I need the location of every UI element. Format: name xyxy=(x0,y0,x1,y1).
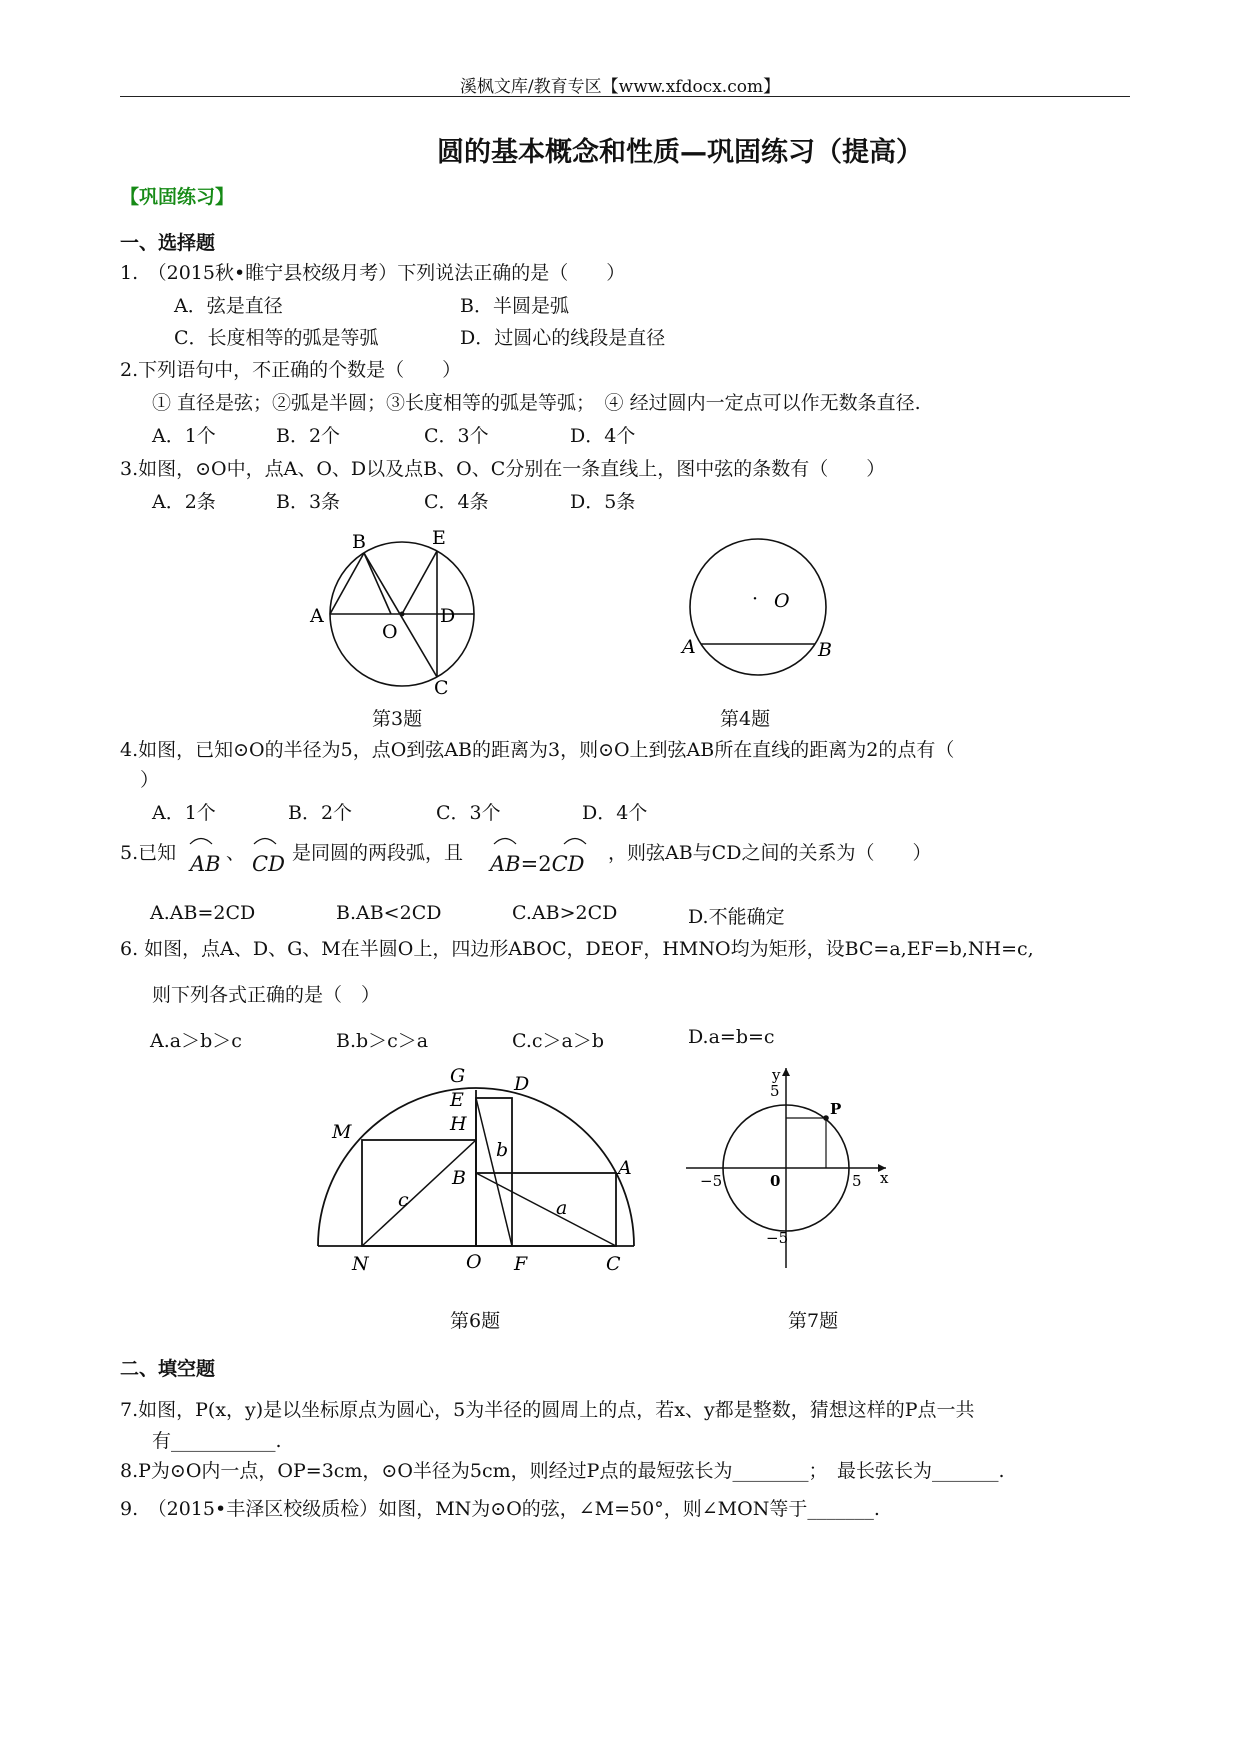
q5-option-a: A.AB=2CD xyxy=(150,902,256,924)
header-divider xyxy=(120,96,1130,97)
fig3-label-a: A xyxy=(310,605,324,627)
fig4-label-b: B xyxy=(818,639,832,661)
q1-option-d: D．过圆心的线段是直径 xyxy=(460,327,666,349)
section-heading-fill: 二、填空题 xyxy=(120,1358,216,1380)
fig6-label-o: O xyxy=(466,1251,482,1273)
q5-option-c: C.AB>2CD xyxy=(512,902,618,924)
fig3-label-c: C xyxy=(434,677,449,699)
q2-option-d: D．4个 xyxy=(570,425,636,447)
q2-option-b: B．2个 xyxy=(276,425,341,447)
q6-option-d: D.a=b=c xyxy=(688,1026,775,1048)
figure-6-caption: 第6题 xyxy=(450,1310,501,1332)
document-title: 圆的基本概念和性质—巩固练习（提高） xyxy=(437,137,923,168)
figure-7-caption: 第7题 xyxy=(788,1310,839,1332)
fig6-label-b-point: B xyxy=(452,1167,466,1189)
q6-option-a: A.a＞b＞c xyxy=(150,1030,242,1052)
q7-stem: 7.如图，P(x，y)是以坐标原点为圆心，5为半径的圆周上的点，若x、y都是整数，猜想这样的P点一共 xyxy=(120,1399,975,1421)
fig4-label-o: O xyxy=(774,590,790,612)
q4-stem: 4.如图，已知⊙O的半径为5，点O到弦AB的距离为3，则⊙O上到弦AB所在直线的距离为2的点有（ xyxy=(120,739,955,761)
q5-eq-right: CD xyxy=(551,852,585,876)
page-header: 溪枫文库/教育专区【www.xfdocx.com】 xyxy=(459,77,781,97)
figure-4-circle-chord xyxy=(670,535,860,685)
q2-option-a: A．1个 xyxy=(152,425,216,447)
q4-option-a: A．1个 xyxy=(152,802,216,824)
q5-eq-left: AB xyxy=(490,852,521,876)
fig6-label-n: N xyxy=(352,1253,369,1275)
q7-stem-2: 有___________. xyxy=(152,1430,282,1452)
q6-stem: 6. 如图，点A、D、G、M在半圆O上，四边形ABOC，DEOF，HMNO均为矩形，设BC=a,EF=b,NH=c, xyxy=(120,938,1034,960)
section-heading-choice: 一、选择题 xyxy=(120,232,216,254)
fig6-label-g: G xyxy=(450,1065,466,1087)
fig7-origin: 0 xyxy=(770,1172,781,1190)
q5-option-d: D.不能确定 xyxy=(688,906,785,928)
fig7-tick-y-5: 5 xyxy=(770,1082,780,1100)
q1-option-a: A．弦是直径 xyxy=(174,295,283,317)
q8-stem: 8.P为⊙O内一点，OP=3cm，⊙O半径为5cm，则经过P点的最短弦长为________； 最长弦长为_______. xyxy=(120,1460,1005,1482)
arc-cd-symbol xyxy=(250,832,280,846)
q6-stem-2: 则下列各式正确的是（ ） xyxy=(152,984,381,1006)
q3-option-b: B．3条 xyxy=(276,491,341,513)
q5-eq-mid: =2 xyxy=(520,852,552,876)
fig6-label-b-length: b xyxy=(496,1139,509,1161)
fig6-label-h: H xyxy=(450,1113,467,1135)
q9-stem: 9. （2015•丰泽区校级质检）如图，MN为⊙O的弦，∠M=50°，则∠MON等于_______. xyxy=(120,1498,880,1520)
figure-6-semicircle-rectangles xyxy=(300,1060,650,1280)
fig7-axis-y: y xyxy=(772,1066,781,1084)
q1-option-c: C．长度相等的弧是等弧 xyxy=(174,327,379,349)
q6-option-b: B.b＞c＞a xyxy=(336,1030,429,1052)
q4-option-d: D．4个 xyxy=(582,802,648,824)
fig6-label-m: M xyxy=(332,1121,352,1143)
fig3-label-d: D xyxy=(440,605,456,627)
q4-stem-close: ） xyxy=(140,769,160,791)
arc-cd-symbol-eq xyxy=(560,832,590,846)
q1-stem: 1. （2015秋•睢宁县校级月考）下列说法正确的是（ ） xyxy=(120,262,626,284)
q5-equation xyxy=(490,852,584,876)
fig7-tick-x-neg5: −5 xyxy=(700,1172,723,1190)
figure-4-caption: 第4题 xyxy=(720,708,771,730)
q6-option-c: C.c＞a＞b xyxy=(512,1030,605,1052)
q5-text: 是同圆的两段弧，且 xyxy=(292,842,464,864)
figure-7-coordinate-circle xyxy=(676,1060,896,1280)
figure-3-circle-chords xyxy=(300,520,500,700)
q5-arc-cd: CD xyxy=(252,852,285,876)
q5-arc-ab: AB xyxy=(190,852,221,876)
fig6-label-f: F xyxy=(514,1253,528,1275)
q5-separator: 、 xyxy=(226,842,246,864)
fig3-label-e: E xyxy=(432,527,446,549)
arc-ab-symbol-eq xyxy=(490,832,520,846)
q3-stem: 3.如图，⊙O中，点A、O、D以及点B、O、C分别在一条直线上，图中弦的条数有（ ） xyxy=(120,458,886,480)
q5-stem-end: ，则弦AB与CD之间的关系为（ ） xyxy=(608,842,932,864)
fig6-label-c-length: c xyxy=(398,1189,409,1211)
fig6-label-a-point: A xyxy=(618,1157,632,1179)
fig7-label-p: P xyxy=(830,1100,842,1118)
fig6-label-c-point: C xyxy=(606,1253,621,1275)
q1-option-b: B．半圆是弧 xyxy=(460,295,569,317)
fig6-label-a-length: a xyxy=(556,1197,568,1219)
fig6-label-e: E xyxy=(450,1089,464,1111)
q2-statements: ① 直径是弦；②弧是半圆；③长度相等的弧是等弧； ④ 经过圆内一定点可以作无数条直径. xyxy=(152,392,921,414)
q2-option-c: C．3个 xyxy=(424,425,489,447)
fig6-label-d: D xyxy=(514,1073,530,1095)
fig3-label-b: B xyxy=(352,531,366,553)
fig3-label-o: O xyxy=(382,621,398,643)
fig4-label-a: A xyxy=(682,636,696,658)
figure-3-caption: 第3题 xyxy=(372,708,423,730)
section-tag: 【巩固练习】 xyxy=(120,186,235,208)
q3-option-a: A．2条 xyxy=(152,491,216,513)
q5-option-b: B.AB<2CD xyxy=(336,902,442,924)
fig7-tick-x-5: 5 xyxy=(852,1172,862,1190)
q4-option-b: B．2个 xyxy=(288,802,353,824)
fig4-center-dot: · xyxy=(752,588,759,610)
fig7-axis-x: x xyxy=(880,1169,889,1187)
arc-ab-symbol xyxy=(186,832,216,846)
q2-stem: 2.下列语句中，不正确的个数是（ ） xyxy=(120,359,462,381)
q5-prefix: 5.已知 xyxy=(120,842,177,864)
q3-option-d: D．5条 xyxy=(570,491,636,513)
q3-option-c: C．4条 xyxy=(424,491,489,513)
fig7-tick-y-neg5: −5 xyxy=(766,1229,789,1247)
q4-option-c: C．3个 xyxy=(436,802,501,824)
